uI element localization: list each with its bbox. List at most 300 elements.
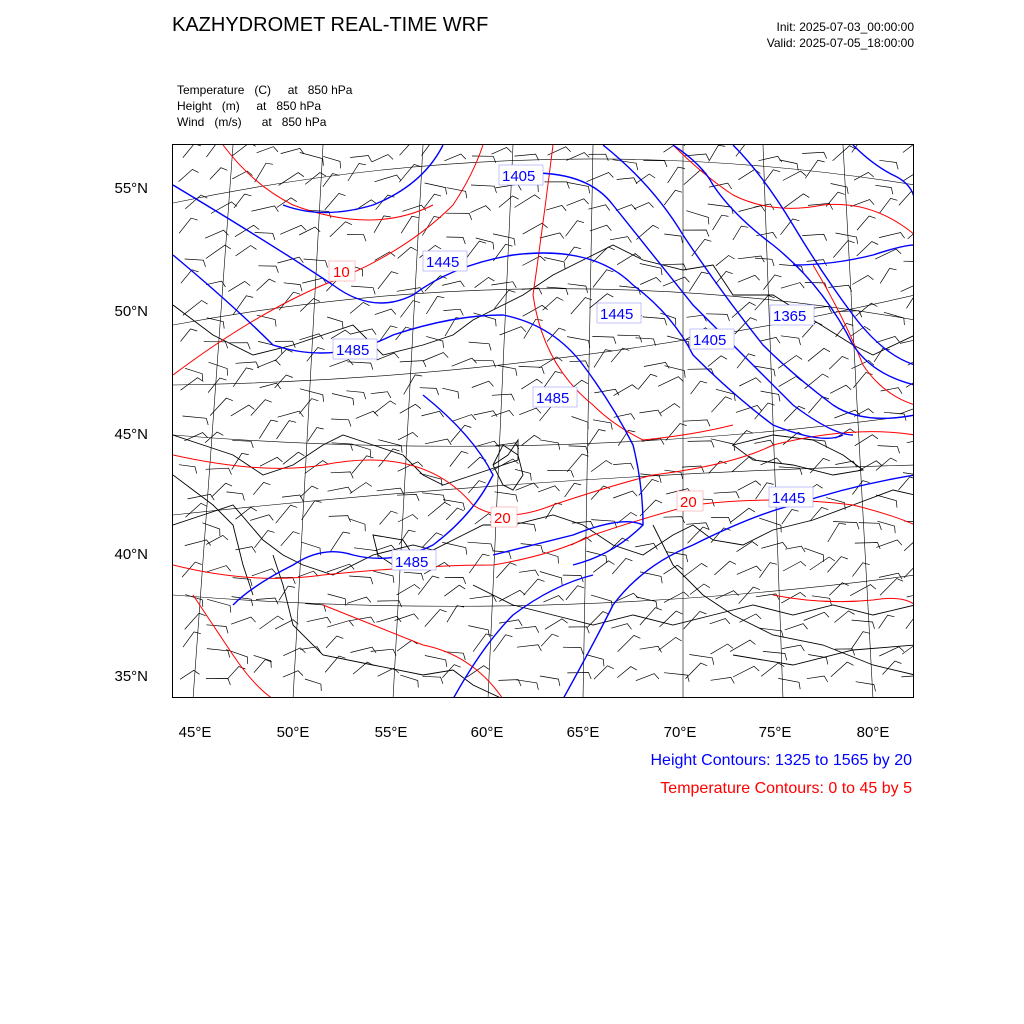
wind-barb: [778, 356, 802, 369]
lon-label: 50°E: [276, 724, 310, 741]
height-label: 1445: [600, 306, 634, 323]
wind-barb: [640, 646, 662, 652]
wind-barb: [834, 410, 860, 418]
wind-barb: [323, 156, 340, 168]
wind-barb: [666, 424, 687, 441]
wind-barb: [876, 495, 897, 508]
wind-barb: [236, 362, 259, 368]
wind-barb: [349, 519, 366, 532]
wind-barb: [634, 203, 654, 209]
lon-label: 45°E: [178, 724, 212, 741]
wind-barb: [275, 620, 298, 629]
wind-barb: [327, 621, 353, 628]
wind-barb: [783, 171, 806, 180]
wind-barb: [739, 587, 760, 604]
wind-barb: [876, 336, 900, 342]
wind-barb: [543, 372, 562, 389]
wind-barb: [186, 503, 208, 517]
wind-barb: [252, 569, 277, 576]
wind-barb: [380, 511, 398, 524]
wind-barb: [658, 637, 681, 650]
wind-barb: [618, 635, 641, 651]
wind-barb: [567, 337, 590, 348]
wind-barb: [404, 572, 424, 580]
wind-barb: [422, 493, 445, 502]
field-level: at 850 hPa: [261, 115, 327, 129]
wind-barb: [763, 651, 787, 660]
wind-barb: [231, 617, 256, 624]
lon-label: 55°E: [374, 724, 408, 741]
init-time: Init: 2025-07-03_00:00:00: [776, 20, 914, 34]
wind-barb: [278, 411, 304, 417]
wind-barb: [636, 174, 655, 183]
wind-barb: [833, 522, 859, 530]
wind-barb: [231, 405, 255, 416]
wind-barb: [519, 366, 545, 374]
wind-barb: [351, 286, 375, 294]
wind-barb: [879, 615, 895, 628]
wind-barb: [591, 461, 612, 472]
field-unit: (m/s): [214, 115, 242, 129]
wind-barb: [425, 610, 447, 627]
forecast-map[interactable]: [172, 144, 914, 698]
wind-barb: [450, 451, 468, 466]
wind-barb: [715, 561, 736, 575]
wind-barb: [686, 663, 708, 679]
wind-barb: [730, 640, 755, 652]
wind-barb: [732, 431, 753, 446]
wind-barb: [183, 301, 208, 316]
wind-barb: [443, 309, 463, 315]
wind-barb: [877, 521, 895, 533]
wind-barb: [474, 360, 496, 367]
wind-barb: [424, 194, 441, 208]
wind-barb: [425, 183, 447, 195]
height-contour-note: Height Contours: 1325 to 1565 by 20: [650, 752, 912, 769]
wind-barb: [206, 145, 226, 157]
wind-barb: [835, 461, 857, 467]
field-unit: (C): [254, 83, 272, 97]
wind-barb: [183, 145, 201, 158]
wind-barb: [524, 579, 545, 595]
lat-label: 45°N: [114, 426, 148, 443]
wind-barb: [906, 377, 914, 387]
wind-barb: [759, 518, 781, 532]
wind-barb: [517, 645, 542, 651]
wind-barb: [899, 408, 914, 414]
wind-barb: [307, 348, 325, 362]
wind-barb: [374, 401, 396, 413]
wind-barb: [352, 456, 373, 474]
wind-barb: [325, 193, 346, 210]
wind-barb: [205, 566, 231, 573]
wind-barb: [398, 515, 418, 523]
temperature-label: 20: [680, 494, 697, 511]
wind-barb: [879, 160, 898, 169]
wind-barb: [418, 576, 439, 595]
wind-barb: [442, 281, 464, 287]
wind-barb: [783, 562, 806, 572]
wind-barb: [305, 604, 326, 612]
temperature-contour-note: Temperature Contours: 0 to 45 by 5: [660, 780, 912, 797]
wind-barb: [185, 259, 206, 267]
wind-barb: [711, 439, 735, 451]
wind-barb: [804, 439, 827, 448]
wind-barb: [447, 606, 464, 623]
wind-barb: [426, 296, 444, 314]
wind-barb: [185, 613, 206, 629]
wind-barb: [476, 238, 494, 249]
wind-barb: [686, 211, 709, 225]
wind-barb: [207, 318, 224, 329]
wind-barb: [592, 336, 616, 343]
wind-barb: [275, 349, 293, 361]
wind-barb: [802, 152, 827, 158]
wind-barb: [738, 169, 760, 179]
wind-barb: [587, 173, 614, 182]
wind-barb: [397, 494, 419, 500]
height-label: 1405: [502, 168, 536, 185]
wind-barb: [374, 175, 401, 182]
wind-barb: [739, 378, 761, 386]
wind-barb: [567, 673, 591, 680]
wind-barb: [779, 160, 798, 171]
wind-barb: [515, 154, 539, 160]
wind-barb: [852, 275, 873, 284]
wind-barb: [544, 258, 565, 269]
height-label: 1445: [426, 254, 460, 271]
wind-barb: [834, 611, 854, 623]
wind-barb: [279, 586, 295, 600]
wind-barb: [738, 481, 761, 491]
wind-barb: [236, 507, 257, 519]
wind-barb: [761, 391, 780, 401]
wind-barb: [404, 375, 422, 395]
wind-barb: [400, 675, 418, 687]
wind-barb: [518, 523, 536, 532]
wind-barb: [614, 385, 638, 396]
wind-barb: [329, 516, 351, 522]
temperature-contours: [173, 145, 914, 698]
wind-barb: [690, 584, 710, 595]
wind-barb: [179, 218, 198, 233]
wind-barb: [446, 508, 464, 520]
wind-barb: [205, 230, 228, 238]
wind-barb: [875, 185, 893, 194]
wind-barb: [492, 394, 515, 400]
wind-barb: [232, 440, 253, 448]
wind-barb: [515, 195, 541, 208]
wind-barb: [761, 663, 784, 676]
wind-barb: [350, 647, 376, 653]
wind-barb: [638, 374, 657, 389]
wind-barb: [251, 400, 272, 416]
lat-label: 40°N: [114, 546, 148, 563]
wind-barb: [188, 494, 215, 500]
wind-barb: [833, 241, 854, 258]
wind-barb: [494, 290, 515, 308]
wind-barb: [664, 592, 689, 602]
wind-barb: [737, 354, 755, 368]
wind-barb: [547, 287, 568, 295]
wind-barb: [254, 655, 272, 667]
wind-barb: [425, 656, 447, 667]
wind-barb: [472, 381, 494, 387]
wind-barb: [644, 362, 669, 368]
wind-barb: [372, 155, 393, 162]
wind-barb: [759, 156, 782, 162]
wind-barb: [307, 617, 331, 623]
wind-barb: [423, 353, 448, 362]
lat-label: 55°N: [114, 180, 148, 197]
wind-barb: [876, 540, 902, 548]
wind-barb: [906, 616, 914, 629]
field-name: Temperature: [177, 83, 245, 97]
wind-barb: [280, 225, 306, 234]
wind-barb: [254, 660, 272, 673]
wind-barb: [401, 216, 419, 233]
wind-barb: [764, 275, 782, 290]
wind-barb: [300, 299, 320, 312]
wind-barb: [567, 199, 589, 206]
height-contours: [173, 145, 914, 698]
wind-barb: [522, 435, 541, 445]
wind-barb: [782, 645, 804, 651]
wind-barb: [523, 223, 548, 234]
wind-barb: [281, 532, 300, 546]
wind-barb: [855, 435, 878, 446]
wind-barb: [851, 327, 870, 336]
lat-label: 50°N: [114, 303, 148, 320]
wind-barb: [226, 492, 244, 501]
wind-barb: [590, 225, 612, 231]
wind-barb: [540, 676, 560, 686]
wind-barb: [276, 505, 298, 523]
wind-barb: [903, 145, 914, 153]
wind-barb: [907, 289, 915, 309]
wind-barb: [810, 458, 830, 473]
wind-barb: [709, 145, 726, 161]
wind-barb: [498, 680, 521, 686]
wind-barb: [420, 388, 439, 395]
height-label: 1485: [336, 342, 370, 359]
wind-barb: [305, 679, 321, 691]
wind-barb: [733, 226, 748, 240]
wind-barb: [804, 612, 829, 620]
wind-barb: [781, 283, 804, 289]
wind-barb: [802, 234, 826, 240]
wind-barb: [782, 510, 799, 525]
wind-barb: [613, 463, 634, 469]
wind-barb: [426, 336, 443, 348]
wind-barb: [351, 444, 371, 457]
wind-barb: [828, 523, 846, 542]
wind-barb: [593, 420, 612, 430]
wind-barb: [636, 225, 659, 239]
wind-barb: [635, 543, 657, 549]
wind-barb: [571, 298, 592, 315]
wind-barb: [353, 662, 374, 674]
wind-barb: [563, 647, 583, 654]
wind-barb: [852, 620, 875, 629]
wind-barb: [709, 461, 727, 473]
wind-barb: [452, 415, 476, 422]
wind-barb: [395, 614, 419, 621]
wind-barb: [373, 571, 394, 583]
wind-barb: [541, 634, 559, 646]
wind-barb: [567, 454, 589, 472]
wind-barb: [737, 566, 762, 574]
height-label: 1405: [693, 332, 727, 349]
wind-barb: [569, 361, 588, 367]
wind-barb: [907, 439, 914, 445]
wind-barb: [328, 487, 352, 493]
wind-barb: [446, 213, 472, 220]
graticule: [173, 145, 914, 698]
wind-barb: [731, 508, 755, 522]
wind-barb: [635, 338, 655, 346]
wind-barb: [830, 385, 851, 393]
wind-barb: [907, 593, 914, 599]
wind-barb: [784, 406, 805, 421]
wind-barb: [807, 676, 828, 682]
wind-barb: [761, 542, 787, 548]
wind-barb: [233, 368, 253, 387]
wind-barb: [716, 256, 735, 266]
temperature-label: 20: [494, 510, 511, 527]
wind-barb: [183, 416, 209, 425]
wind-barb: [257, 360, 280, 368]
wind-barb: [207, 599, 231, 612]
wind-barb: [908, 227, 914, 239]
wind-barb: [515, 627, 539, 633]
wind-barb: [500, 327, 526, 335]
wind-barb: [785, 624, 808, 630]
wind-barb: [300, 153, 324, 166]
wind-barb: [350, 156, 371, 162]
wind-barb: [899, 192, 914, 206]
wind-barb: [259, 420, 278, 438]
wind-barb: [706, 314, 729, 321]
wind-barb: [447, 188, 467, 199]
wind-barb: [260, 457, 283, 466]
wind-barb: [210, 168, 228, 180]
field-temperature: [177, 82, 352, 98]
wind-barb: [304, 259, 328, 268]
wind-barb: [617, 178, 637, 184]
wind-barb: [668, 167, 685, 183]
wind-barb: [640, 608, 662, 625]
wind-barb: [778, 678, 800, 689]
wind-barb: [519, 408, 541, 415]
wind-barb: [643, 317, 667, 325]
temperature-labels: [329, 261, 703, 527]
wind-barb: [332, 394, 354, 406]
wind-barb: [594, 666, 614, 679]
wind-barb: [305, 173, 326, 185]
wind-barb: [540, 572, 562, 585]
wind-barb: [714, 492, 740, 498]
wind-barb: [180, 670, 199, 679]
wind-barb: [808, 348, 830, 361]
wind-barb: [831, 662, 854, 677]
wind-barb: [855, 543, 880, 549]
wind-barb: [738, 275, 760, 282]
wind-barb: [330, 532, 350, 552]
wind-barb: [402, 205, 426, 211]
wind-barb: [444, 154, 465, 161]
wind-barb: [538, 486, 559, 492]
wind-barb: [397, 585, 420, 595]
wind-barb: [208, 378, 226, 393]
wind-barb: [443, 500, 465, 510]
lon-label: 60°E: [470, 724, 504, 741]
field-name: Wind: [177, 115, 205, 129]
wind-barb: [253, 482, 270, 494]
wind-barb: [763, 170, 780, 184]
wind-barb: [547, 328, 565, 341]
height-label: 1485: [536, 390, 570, 407]
wind-barb: [283, 671, 303, 677]
wind-barb: [829, 356, 848, 369]
wind-barb: [491, 282, 516, 288]
wind-barb: [398, 432, 418, 440]
wind-barb: [469, 342, 491, 350]
wind-barb: [206, 535, 228, 544]
lon-label: 80°E: [856, 724, 890, 741]
wind-barb: [494, 635, 513, 652]
wind-barb: [711, 644, 734, 654]
wind-barb: [879, 198, 897, 213]
wind-barb: [781, 336, 801, 345]
wind-barb: [467, 241, 486, 257]
wind-barb: [423, 676, 443, 684]
wind-barb: [683, 420, 710, 426]
wind-barb: [683, 230, 709, 237]
wind-barb: [428, 502, 451, 516]
wind-barb: [209, 362, 228, 375]
wind-barb: [904, 538, 914, 551]
wind-barb: [446, 237, 465, 244]
wind-barb: [519, 570, 539, 576]
wind-barb: [442, 388, 459, 399]
temperature-label: 10: [333, 264, 350, 281]
wind-barb: [212, 483, 233, 497]
wind-barb: [740, 614, 762, 622]
height-label: 1365: [773, 308, 807, 325]
wind-barb: [804, 548, 823, 562]
wind-barb: [326, 636, 343, 648]
wind-barb: [425, 276, 447, 292]
wind-barb: [347, 235, 366, 242]
field-height: [177, 98, 352, 114]
wind-barb: [876, 458, 897, 471]
wind-barb: [498, 366, 517, 376]
wind-barb: [711, 397, 732, 412]
wind-barb: [279, 173, 304, 186]
wind-barb: [810, 507, 829, 521]
wind-barb: [591, 595, 612, 608]
wind-barb: [733, 666, 759, 677]
wind-barb: [785, 546, 805, 552]
wind-barb: [611, 624, 631, 630]
wind-barb: [851, 632, 870, 650]
wind-barb: [493, 234, 515, 246]
wind-barb: [350, 302, 369, 313]
map-canvas: [173, 145, 914, 698]
wind-barb: [711, 518, 731, 525]
wind-barb: [468, 626, 489, 637]
